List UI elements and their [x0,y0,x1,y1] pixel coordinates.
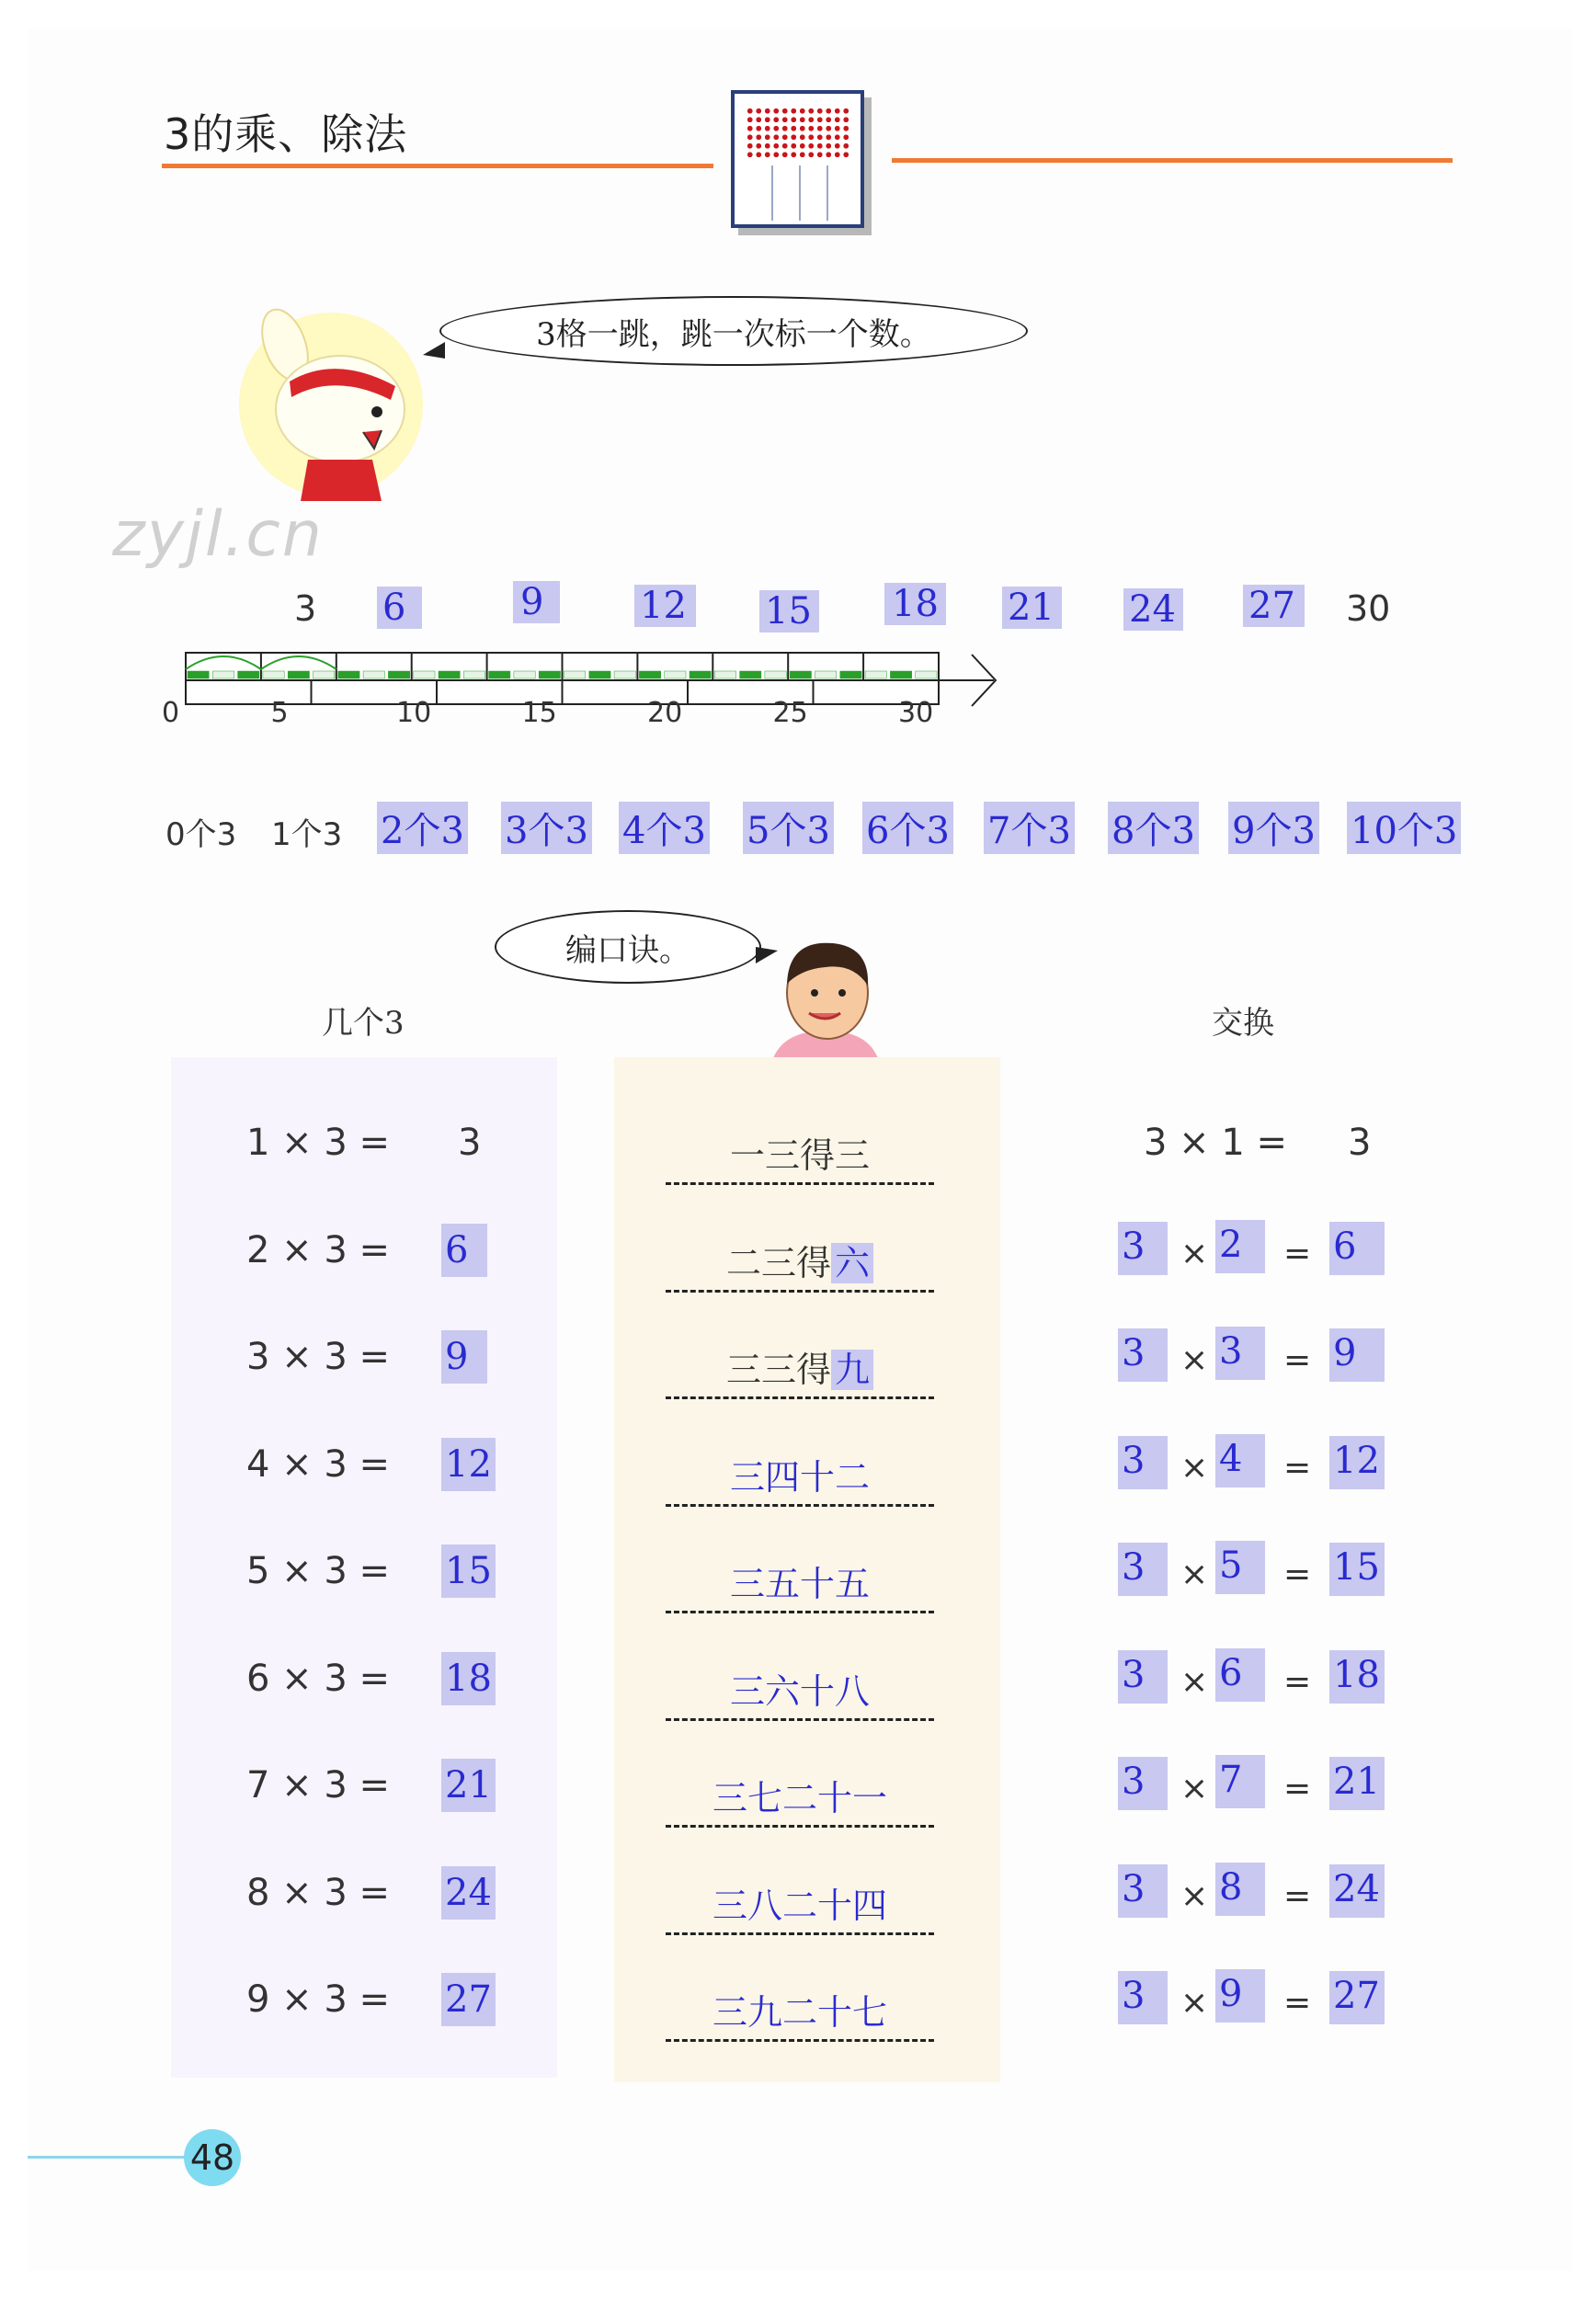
count-label: 5个3 [743,802,834,854]
scale-label: 10 [396,697,432,729]
multiplication-rhyme [667,1984,933,2034]
right-equation-equals: = [1283,1770,1312,1807]
left-equation-answer: 21 [441,1759,496,1812]
right-equation-factor: 3 [1118,1436,1168,1489]
right-equation-factor: 7 [1215,1755,1265,1808]
count-label: 9个3 [1228,802,1319,854]
scale-label: 20 [647,697,683,729]
left-equation-answer: 15 [441,1544,496,1598]
right-equation-factor: 3 [1118,1971,1168,2024]
number-line-cell [263,671,284,678]
scale-label: 15 [521,697,557,729]
right-equation-factor: 9 [1215,1969,1265,2023]
number-line-cell [665,671,686,678]
right-equation-answer: 15 [1329,1543,1385,1596]
left-equation: 8 × 3 = [246,1871,391,1914]
jump-label: 12 [634,585,696,627]
right-equation-equals: = [1283,1662,1312,1701]
rhyme-dashed-line [666,1825,934,1828]
right-equation-factor: 3 [1118,1864,1168,1918]
rhyme-given: 三三得 [725,1350,831,1390]
abacus-icon [731,90,864,228]
scale-label: 30 [898,697,934,729]
rhyme-answer: 九 [831,1350,873,1390]
boy-icon [761,929,890,1066]
left-equation: 1 × 3 = [246,1122,391,1164]
rhyme-dashed-line [666,1718,934,1721]
number-line-cell [865,671,886,678]
number-line-cell [890,671,911,678]
right-equation-factor: 6 [1215,1648,1265,1702]
right-equation-equals: = [1283,1876,1312,1915]
right-equation-equals: = [1283,1234,1312,1272]
left-equation: 2 × 3 = [246,1228,391,1271]
count-label: 10个3 [1347,802,1461,854]
right-column-header: 交换 [1212,1005,1274,1042]
jump-label: 30 [1346,588,1391,629]
number-line [147,579,1471,745]
left-equation-answer: 12 [441,1438,496,1491]
abacus-rod [771,165,773,221]
left-equation: 4 × 3 = [246,1442,391,1486]
right-equation-answer: 24 [1329,1864,1385,1918]
multiplication-rhyme [667,1235,933,1285]
jump-label: 27 [1243,585,1305,627]
number-line-cell [338,671,359,678]
right-equation: 3 × 1 = [1144,1122,1288,1164]
rabbit-icon [234,303,428,506]
right-equation-factor: 3 [1118,1543,1168,1596]
count-label: 7个3 [984,802,1075,854]
jump-label: 24 [1123,588,1183,631]
rhyme-answer: 六 [831,1243,873,1283]
left-equation-answer: 24 [441,1866,496,1920]
number-line-cell [840,671,861,678]
right-equation-factor: 3 [1118,1328,1168,1382]
right-equation-operator: × [1180,1876,1209,1915]
right-equation-operator: × [1180,1984,1209,2022]
right-equation-factor: 8 [1215,1863,1265,1916]
number-line-cell [439,671,460,678]
left-column-header: 几个3 [322,1005,405,1042]
right-equation-equals: = [1283,1984,1312,2022]
right-equation-answer: 3 [1348,1122,1372,1164]
left-equation: 5 × 3 = [246,1550,391,1592]
number-line-cell [690,671,711,678]
left-equation-answer: 9 [441,1330,487,1384]
right-equation-answer: 9 [1329,1328,1385,1382]
number-line-cell [564,671,586,678]
rhyme-dashed-line [666,1396,934,1399]
count-label: 0个3 [165,816,237,853]
number-line-cell [188,671,209,678]
page-number: 48 [184,2129,241,2186]
left-equation-answer: 3 [458,1122,482,1164]
count-label: 6个3 [862,802,953,854]
right-equation-equals: = [1283,1341,1312,1379]
number-line-cell [514,671,535,678]
right-equation-factor: 2 [1215,1220,1265,1273]
jump-label: 6 [377,587,422,629]
count-label: 3个3 [501,802,592,854]
right-equation-factor: 3 [1118,1222,1168,1275]
boy-speech-bubble: 编口诀。 [495,910,761,984]
scale-label: 5 [270,697,289,729]
left-equation: 3 × 3 = [246,1336,391,1378]
jump-label: 21 [1002,587,1062,629]
multiplication-rhyme [667,1449,933,1499]
right-equation-operator: × [1180,1448,1209,1487]
rhyme-answer: 三八二十四 [712,1885,887,1926]
rhyme-given: 二三得 [725,1242,831,1283]
right-equation-answer: 21 [1329,1757,1385,1810]
left-equation: 6 × 3 = [246,1657,391,1700]
multiplication-rhyme [667,1770,933,1820]
rhyme-answer: 三九二十七 [712,1992,887,2033]
jump-label: 15 [759,590,819,632]
number-line-cell [212,671,234,678]
left-equation-answer: 27 [441,1973,496,2026]
watermark: zyjl.cn [112,498,324,571]
right-equation-factor: 3 [1118,1650,1168,1704]
multiplication-rhyme [667,1556,933,1606]
number-line-cell [414,671,435,678]
count-label: 8个3 [1108,802,1199,854]
rhyme-dashed-line [666,1182,934,1185]
number-line-cell [363,671,384,678]
right-equation-operator: × [1180,1556,1209,1593]
number-line-cell [388,671,409,678]
rhyme-answer: 三六十八 [729,1670,870,1712]
right-equation-answer: 6 [1329,1222,1385,1275]
left-equation: 7 × 3 = [246,1764,391,1806]
right-equation-factor: 3 [1118,1757,1168,1810]
multiplication-rhyme [667,1127,933,1178]
rhyme-dashed-line [666,1611,934,1613]
title-underline-right [892,158,1453,163]
multiplication-rhyme [667,1877,933,1928]
right-equation-operator: × [1180,1341,1209,1379]
rabbit-speech-bubble: 3格一跳，跳一次标一个数。 [439,296,1028,366]
number-line-cell [614,671,635,678]
rhyme-given: 一三得三 [729,1135,870,1176]
rhyme-answer: 三五十五 [729,1564,870,1604]
rhyme-answer: 三四十二 [729,1456,870,1498]
rabbit-speech-tail [423,342,445,359]
number-line-cell [916,671,937,678]
multiplication-rhyme [667,1663,933,1714]
right-equation-operator: × [1180,1770,1209,1807]
right-equation-answer: 27 [1329,1971,1385,2024]
right-equation-answer: 12 [1329,1436,1385,1489]
abacus-rod [826,165,828,221]
scale-label: 25 [772,697,808,729]
jump-label: 3 [294,588,317,629]
scale-label: 0 [162,697,180,729]
count-label: 2个3 [377,802,468,854]
number-line-cell [238,671,259,678]
multiplication-rhyme [667,1341,933,1392]
left-equation-answer: 18 [441,1652,496,1705]
number-line-cell [463,671,484,678]
right-equation-factor: 4 [1215,1434,1265,1487]
number-line-cell [765,671,786,678]
left-equation: 9 × 3 = [246,1978,391,2021]
right-equation-answer: 18 [1329,1650,1385,1704]
right-equation-operator: × [1180,1234,1209,1272]
number-line-cell [639,671,660,678]
right-equation-equals: = [1283,1556,1312,1593]
number-line-cell [489,671,510,678]
abacus-beads [746,107,850,158]
rhyme-dashed-line [666,1290,934,1293]
right-equation-equals: = [1283,1448,1312,1487]
right-equation-factor: 5 [1215,1541,1265,1594]
number-line-cell [714,671,735,678]
rhyme-dashed-line [666,1932,934,1935]
title-underline-left [162,164,713,168]
count-label: 1个3 [271,816,343,853]
page-title: 3的乘、除法 [164,109,408,159]
jump-label: 9 [513,581,560,623]
count-label: 4个3 [619,802,710,854]
jump-label: 18 [884,583,946,625]
number-line-cell [288,671,309,678]
left-equation-answer: 6 [441,1224,487,1277]
right-equation-operator: × [1180,1662,1209,1701]
number-line-cell [539,671,560,678]
rhyme-dashed-line [666,2039,934,2042]
number-line-cell [815,671,837,678]
right-equation-factor: 3 [1215,1327,1265,1380]
number-line-cell [314,671,335,678]
number-line-cell [740,671,761,678]
abacus-rod [799,165,801,221]
number-line-cell [790,671,811,678]
rhyme-dashed-line [666,1504,934,1507]
rhyme-answer: 三七二十一 [712,1778,887,1818]
number-line-cell [589,671,610,678]
